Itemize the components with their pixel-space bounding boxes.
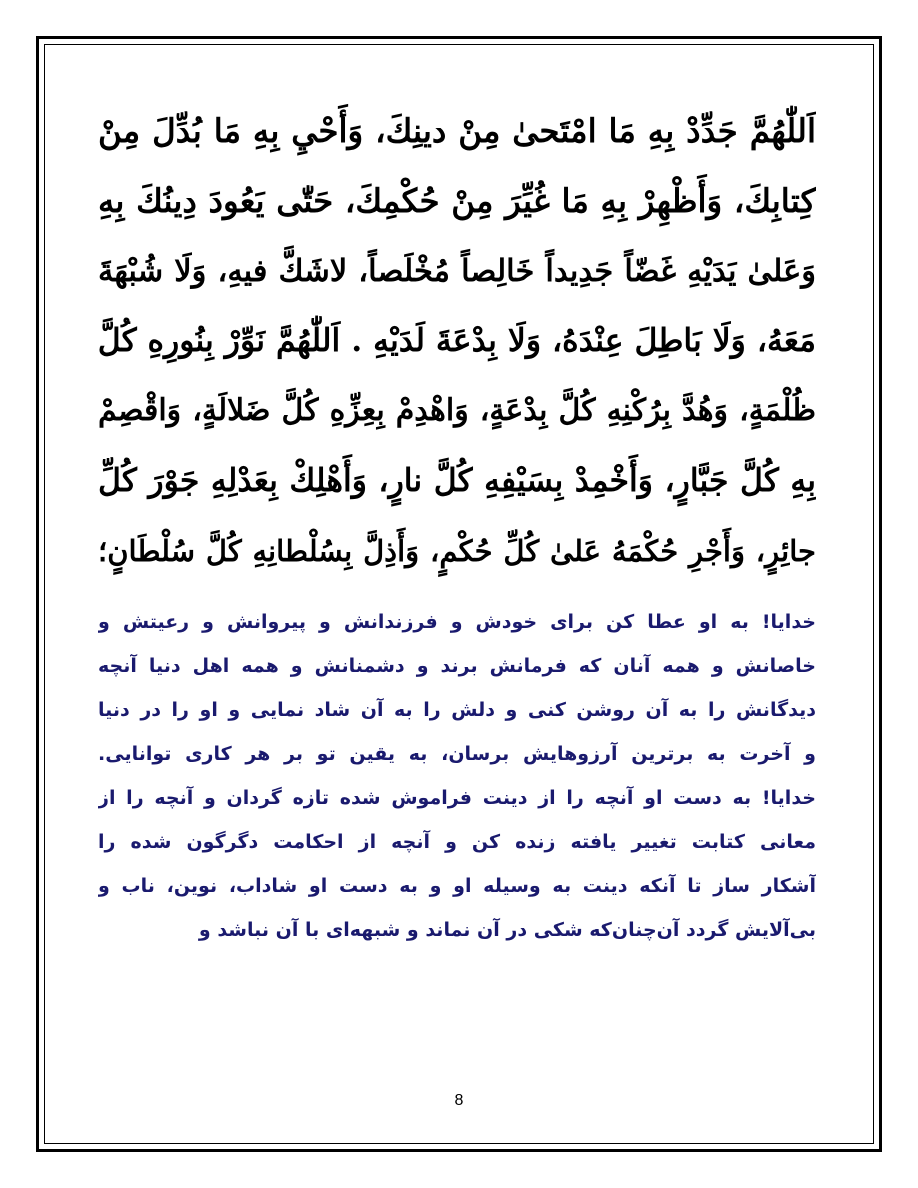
persian-line: بی‌آلایش گردد آن‌چنان‌که شکی در آن نماند و شبهه‌ای با آن نباشد و xyxy=(198,919,816,941)
arabic-line: جائِرٍ، وَأَجْرِ حُكْمَهُ عَلىٰ كُلِّ حُكْمٍ، وَأَذِلَّ بِسُلْطانِهِ كُلَّ سُلْطَانٍ؛ xyxy=(98,534,816,568)
persian-line: دیدگانش را به آن روشن کنی و دلش را به آن شاد نمایی و او را در دنیا xyxy=(98,699,816,721)
arabic-line: مَعَهُ، وَلَا بَاطِلَ عِنْدَهُ، وَلَا بِدْعَةَ لَدَيْهِ . اَللّٰهُمَّ نَوِّرْ بِنُورِهِ كُلَّ xyxy=(98,322,816,359)
arabic-line: ظُلْمَةٍ، وَهُدَّ بِرُكْنِهِ كُلَّ بِدْعَةٍ، وَاهْدِمْ بِعِزِّهِ كُلَّ ضَلالَةٍ، وَاقْصِمْ xyxy=(98,393,816,428)
persian-line: خاصانش و همه آنان که فرمانش برند و دشمنانش و همه اهل دنیا آنچه xyxy=(98,655,816,677)
arabic-prayer-text xyxy=(98,96,816,586)
persian-line: خدایا! به دست او آنچه را از دینت فراموش شده تازه گردان و آنچه را از xyxy=(98,787,816,809)
persian-line: معانی کتابت تغییر یافته زنده کن و آنچه از احکامت دگرگون شده را xyxy=(98,831,816,853)
page-content xyxy=(98,96,816,952)
persian-line: و آخرت به برترین آرزوهایش برسان، به یقین تو بر هر کاری توانایی. xyxy=(98,743,816,765)
persian-line: آشکار ساز تا آنکه دینت به وسیله او و به دست او شاداب، نوین، ناب و xyxy=(98,875,816,897)
arabic-line: كِتابِكَ، وَأَظْهِرْ بِهِ مَا غُيِّرَ مِنْ حُكْمِكَ، حَتّٰى يَعُودَ دِينُكَ بِهِ xyxy=(98,181,816,220)
arabic-line: اَللّٰهُمَّ جَدِّدْ بِهِ مَا امْتَحىٰ مِنْ دينِكَ، وَأَحْيِ بِهِ مَا بُدِّلَ مِنْ xyxy=(98,111,816,150)
arabic-line: بِهِ كُلَّ جَبَّارٍ، وَأَخْمِدْ بِسَيْفِهِ كُلَّ نارٍ، وَأَهْلِكْ بِعَدْلِهِ جَوْرَ كُلِّ xyxy=(98,462,816,499)
page-number: 8 xyxy=(454,1092,464,1109)
persian-translation xyxy=(98,600,816,952)
arabic-line: وَعَلىٰ يَدَيْهِ غَضّاً جَدِيداً خَالِصاً مُخْلَصاً، لاشَكَّ فيهِ، وَلَا شُبْهَةَ xyxy=(98,253,816,289)
persian-line: خدایا! به او عطا کن برای خودش و فرزندانش و پیروانش و رعیتش و xyxy=(98,611,816,633)
